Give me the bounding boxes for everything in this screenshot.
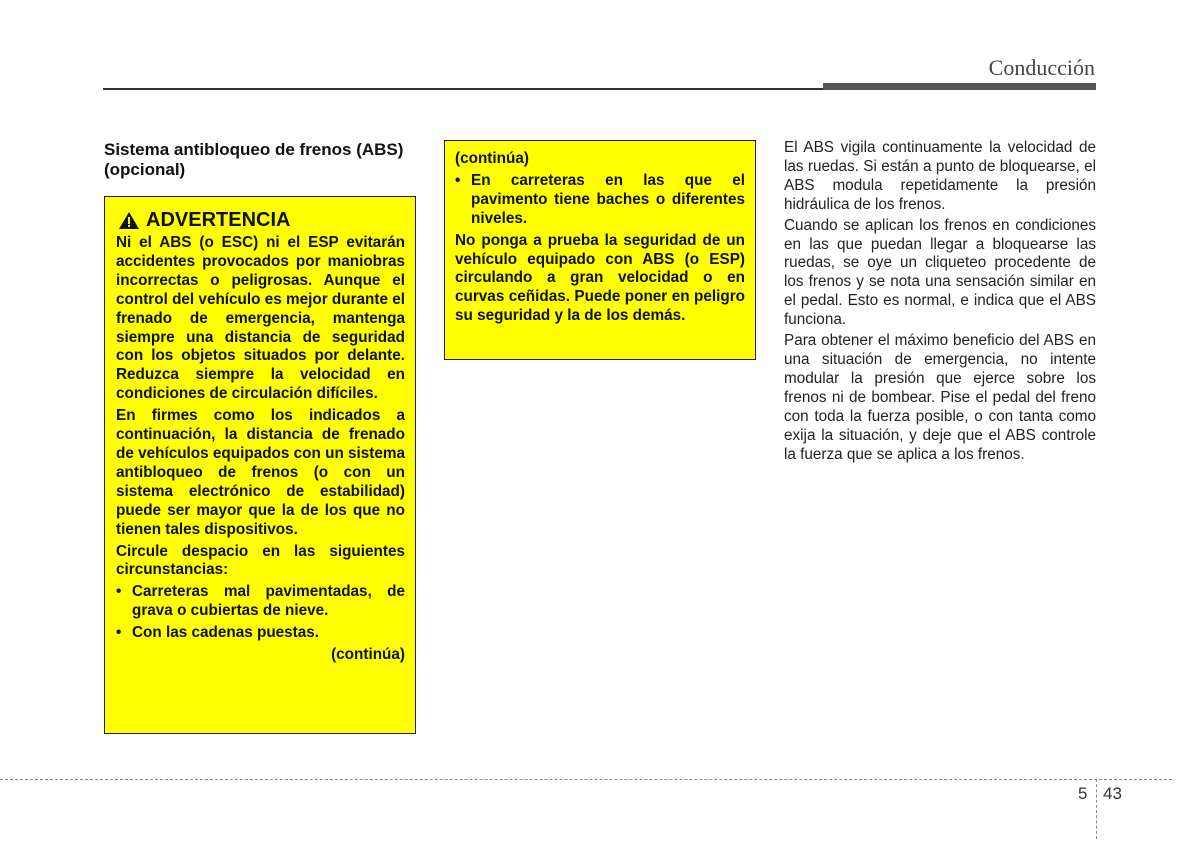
footer-divider xyxy=(1096,779,1097,839)
section-title: Sistema antibloqueo de frenos (ABS) (opcional) xyxy=(104,140,404,179)
warning-paragraph: Ni el ABS (o ESC) ni el ESP evitarán accidentes provocados por maniobras incorrectas o peligrosas. Aunque el control del vehículo es mejor durante el frenado de emergencia, mantenga siempre una distancia de seguridad con los objetos situados por delante. Reduzca siempre la velocidad en condiciones de circulación difíciles. xyxy=(116,234,406,403)
continued-warning-box xyxy=(444,140,756,360)
continues-label: (continúa) xyxy=(331,646,405,664)
warning-bullet: • Carreteras mal pavimentadas, de grava o cubiertas de nieve. xyxy=(116,583,405,620)
chapter-title: Conducción xyxy=(988,55,1095,80)
body-paragraph: Cuando se aplican los frenos en condiciones en las que puedan llegar a bloquearse las ruedas, se oye un cliqueteo procedente de los frenos y se nota una sensación similar en el pedal. Esto es normal, e indica que el ABS funciona. xyxy=(784,216,1096,329)
footer-rule xyxy=(0,779,1172,780)
warning-heading xyxy=(118,208,405,232)
header-rule xyxy=(103,88,823,90)
continued-label: (continúa) xyxy=(455,150,529,167)
section-number: 5 xyxy=(1078,784,1088,803)
warning-bullet: • Con las cadenas puestas. xyxy=(116,624,320,642)
body-paragraph: Para obtener el máximo beneficio del ABS en una situación de emergencia, no intente modular la presión que ejerce sobre los frenos ni de bombear. Pise el pedal del freno con toda la fuerza posible, o con tanta como exija la situación, y deje que el ABS controle la fuerza que se aplica a los frenos. xyxy=(784,332,1096,463)
page-number: 43 xyxy=(1103,784,1122,803)
body-text xyxy=(784,139,1096,466)
warning-bullet-list xyxy=(116,583,405,643)
header-rule-accent xyxy=(823,83,1096,90)
continued-paragraph: No ponga a prueba la seguridad de un vehículo equipado con ABS (o ESP) circulando a gran velocidad o en curvas ceñidas. Puede poner en peligro su seguridad y la de los demás. xyxy=(455,231,745,325)
warning-triangle-icon xyxy=(118,211,140,230)
continued-bullet-list xyxy=(455,172,745,229)
body-paragraph: El ABS vigila continuamente la velocidad de las ruedas. Si están a punto de bloquearse, el ABS modula repetidamente la presión hidráulica de los frenos. xyxy=(784,139,1096,213)
warning-paragraph: Circule despacio en las siguientes circunstancias: xyxy=(116,542,405,579)
warning-paragraph: En firmes como los indicados a continuación, la distancia de frenado de vehículos equipados con un sistema antibloqueo de frenos (o con un sistema electrónico de estabilidad) puede ser mayor que la de los que no tienen tales dispositivos. xyxy=(116,407,406,538)
continued-bullet: • En carreteras en las que el pavimento tiene baches o diferentes niveles. xyxy=(455,171,745,227)
warning-box xyxy=(104,196,416,734)
warning-heading-label: ADVERTENCIA xyxy=(146,209,291,231)
